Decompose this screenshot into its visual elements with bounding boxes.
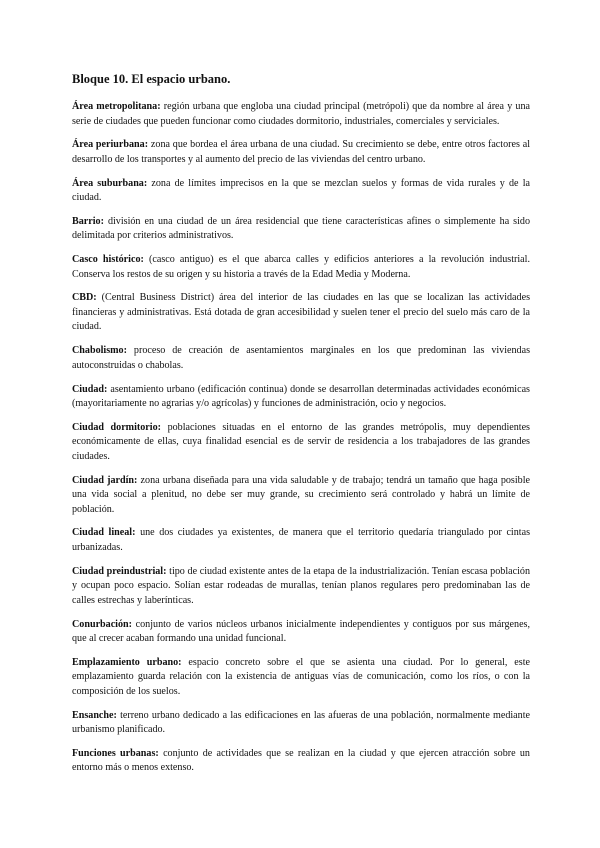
glossary-definition: conjunto de actividades que se realizan en la ciudad y que ejercen atracción sobre un entorno más o menos extenso. <box>72 747 530 774</box>
glossary-term: Barrio: <box>72 215 104 227</box>
glossary-entry <box>72 177 530 206</box>
glossary-definition: región urbana que engloba una ciudad principal (metrópoli) que da nombre al área y una serie de ciudades que pueden funcionar como ciudades dormitorio, industriales, comerciales y serviciales. <box>72 101 530 127</box>
glossary-entry <box>72 526 530 555</box>
glossary-term: Emplazamiento urbano: <box>72 656 182 668</box>
glossary-term: Ciudad dormitorio: <box>72 421 161 433</box>
glossary-definition: (casco antiguo) es el que abarca calles y edificios anteriores a la revolución industrial. Conserva los restos de su origen y su historia a través de la Edad Media y Moderna. <box>72 254 530 280</box>
glossary-term: Área suburbana: <box>72 177 148 189</box>
glossary-definition: terreno urbano dedicado a las edificaciones en las afueras de una población, normalmente mediante urbanismo planificado. <box>72 709 530 736</box>
glossary-definition: división en una ciudad de un área residencial que tiene características afines o simplemente ha sido delimitada por criterios administrativos. <box>72 215 530 242</box>
glossary-definition: espacio concreto sobre el que se asienta una ciudad. Por lo general, este emplazamiento guarda relación con la existencia de antiguas vías de comunicación, como los ríos, o con la composición de los suelos. <box>72 656 530 697</box>
glossary-entry <box>72 138 530 167</box>
glossary-definition: proceso de creación de asentamientos marginales en los que predominan las viviendas autoconstruidas o chabolas. <box>72 345 530 371</box>
glossary-entry <box>72 565 530 609</box>
glossary-entry <box>72 100 530 129</box>
glossary-entry <box>72 253 530 282</box>
glossary-entry <box>72 291 530 335</box>
glossary-entry <box>72 344 530 373</box>
glossary-definition: poblaciones situadas en el entorno de las grandes metrópolis, muy dependientes económicamente de ellas, cuya finalidad esencial es de servir de residencia a los trabajadores de las grandes ciudades. <box>72 421 530 462</box>
glossary-entry <box>72 656 530 700</box>
glossary-term: Ciudad: <box>72 383 108 395</box>
glossary-definition: conjunto de varios núcleos urbanos inicialmente independientes y contiguos por sus márgenes, que al crecer acaban formando una unidad funcional. <box>72 618 530 645</box>
glossary-term: Ensanche: <box>72 709 117 721</box>
glossary-entry <box>72 709 530 738</box>
glossary-term: Área metropolitana: <box>72 101 161 112</box>
glossary-term: Ciudad preindustrial: <box>72 565 167 577</box>
glossary-entry <box>72 383 530 412</box>
glossary-definition: une dos ciudades ya existentes, de manera que el territorio quedaría triangulado por cintas urbanizadas. <box>72 527 530 553</box>
glossary-term: Ciudad lineal: <box>72 527 136 539</box>
glossary-definition: tipo de ciudad existente antes de la etapa de la industrialización. Tenían escasa población y ocupan poco espacio. Solían estar rodeadas de murallas, tenían planos regulares pero predominaban las de calles estrechas y laberínticas. <box>72 565 530 606</box>
glossary-list <box>72 100 530 776</box>
glossary-definition: zona de límites imprecisos en la que se mezclan suelos y formas de vida rurales y de la ciudad. <box>72 177 530 204</box>
glossary-entry <box>72 215 530 244</box>
glossary-term: Área periurbana: <box>72 139 149 151</box>
page-title: Bloque 10. El espacio urbano. <box>72 72 231 86</box>
glossary-entry <box>72 747 530 776</box>
glossary-entry <box>72 421 530 465</box>
glossary-definition: zona urbana diseñada para una vida saludable y de trabajo; tendrá un tamaño que haga posible una vida social a plenitud, no debe ser muy grande, su crecimiento será controlado y habrá un límite de población. <box>72 474 530 515</box>
glossary-term: Chabolismo: <box>72 345 127 357</box>
glossary-term: Conurbación: <box>72 618 133 630</box>
glossary-term: Casco histórico: <box>72 254 144 266</box>
glossary-term: CBD: <box>72 292 97 304</box>
glossary-entry <box>72 618 530 647</box>
glossary-term: Funciones urbanas: <box>72 747 159 759</box>
glossary-definition: (Central Business District) área del interior de las ciudades en las que se localizan las actividades financieras y administrativas. Está dotada de gran accesibilidad y suelen tener el precio del suelo más caro de la ciudad. <box>72 292 530 333</box>
glossary-definition: zona que bordea el área urbana de una ciudad. Su crecimiento se debe, entre otros factores al desarrollo de los transportes y al aumento del precio de las viviendas del centro urbano. <box>72 139 531 165</box>
glossary-definition: asentamiento urbano (edificación continua) donde se desarrollan determinadas actividades económicas (mayoritariamente no agrarias y/o agrícolas) y funciones de administración, ocio y negocios. <box>72 383 530 410</box>
glossary-term: Ciudad jardín: <box>72 474 138 486</box>
glossary-entry <box>72 474 530 518</box>
